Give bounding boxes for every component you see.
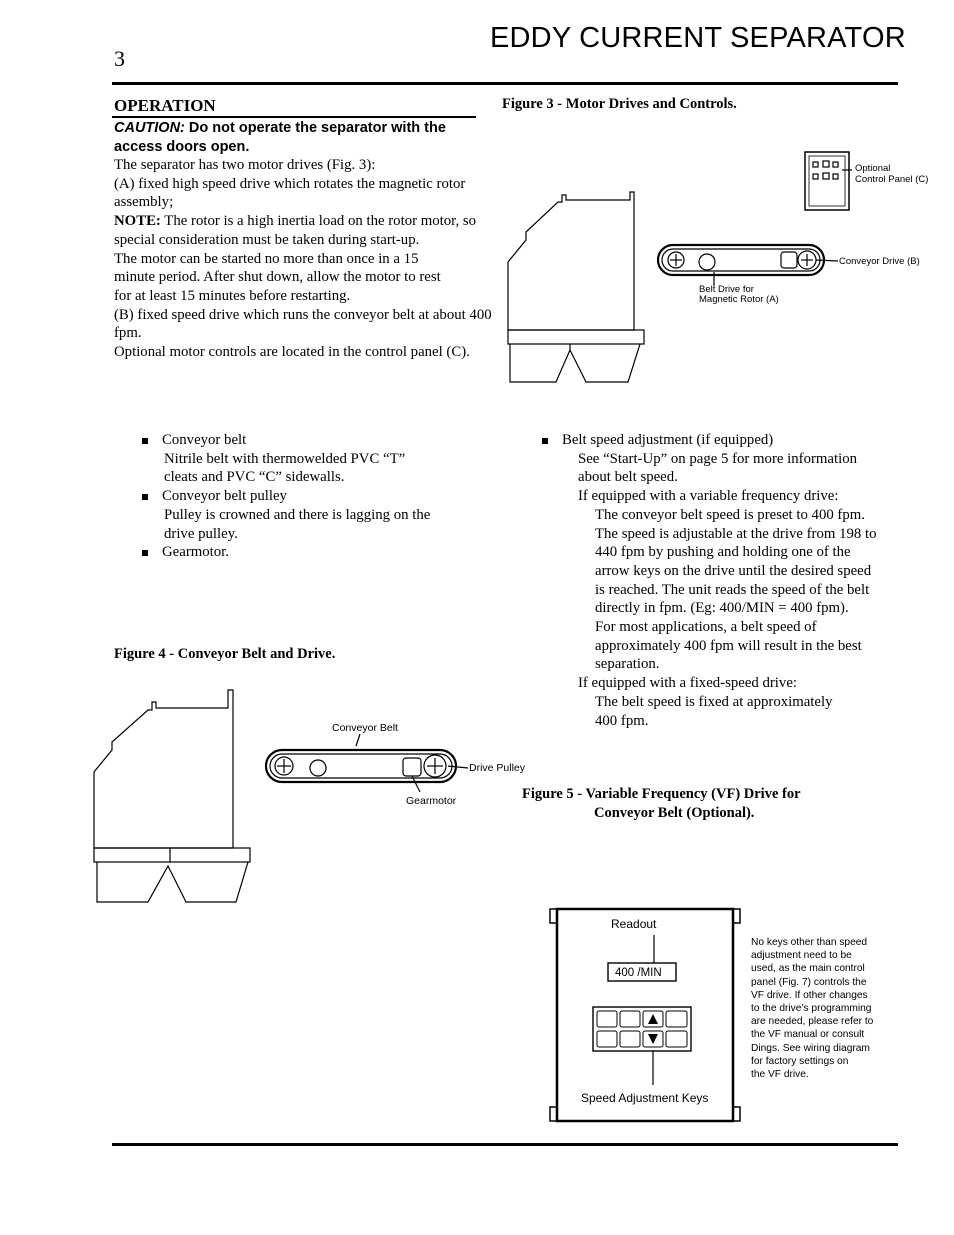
label-conveyor-drive: Conveyor Drive (B)	[839, 256, 920, 267]
footer-rule	[112, 1143, 898, 1146]
note-line: Dings. See wiring diagram	[751, 1042, 870, 1054]
label-speed-keys: Speed Adjustment Keys	[581, 1091, 709, 1105]
note-label: NOTE:	[114, 213, 161, 230]
bullet-title: Conveyor belt	[114, 431, 494, 450]
readout-value: 400 /MIN	[615, 967, 662, 979]
label-readout: Readout	[611, 917, 657, 931]
body-line: (A) fixed high speed drive which rotates the magnetic rotor assembly;	[114, 175, 466, 211]
note-line: are needed, please refer to	[751, 1016, 874, 1028]
note-body: The rotor is a high inertia load on the rotor motor, so special consideration must be taken during start-up.	[114, 213, 477, 248]
vf-line: separation.	[595, 656, 660, 673]
note-line: No keys other than speed	[751, 937, 868, 948]
left-bullet-list	[114, 431, 494, 562]
machine-base	[508, 330, 644, 344]
note-paragraph	[114, 212, 498, 249]
gearmotor	[403, 758, 421, 776]
down-arrow-icon	[648, 1034, 658, 1044]
vf-drive-housing	[557, 909, 733, 1121]
bullet-line: about belt speed.	[578, 469, 678, 486]
vf-drive-note	[751, 936, 891, 1081]
operation-body	[114, 156, 498, 362]
figure3-diagram	[500, 140, 950, 390]
body-line: Optional motor controls are located in the control panel (C).	[114, 344, 470, 361]
up-arrow-icon	[648, 1014, 658, 1024]
vf-line: For most applications, a belt speed of	[595, 619, 817, 636]
vf-line: directly in fpm. (Eg: 400/MIN = 400 fpm).	[595, 600, 849, 617]
body-line: The separator has two motor drives (Fig. 3):	[114, 157, 376, 173]
vf-heading: If equipped with a variable frequency drive:	[578, 488, 839, 505]
caution-label: CAUTION:	[114, 120, 185, 136]
vf-line: arrow keys on the drive until the desired speed	[595, 562, 872, 579]
machine-hopper	[97, 862, 248, 902]
section-rule	[112, 116, 476, 118]
label-optional: Optional	[855, 163, 891, 174]
bullet-line: Nitrile belt with thermowelded PVC “T”	[164, 450, 406, 467]
bullet-title: Conveyor belt pulley	[114, 487, 494, 506]
body-line: minute period. After shut down, allow the motor to rest	[114, 269, 441, 286]
right-bullet-list	[540, 431, 910, 730]
section-heading: OPERATION	[114, 96, 216, 115]
note-line: to the drive’s programming	[751, 1003, 872, 1015]
vf-line: 440 fpm by pushing and holding one of the	[595, 544, 851, 561]
fixed-line: 400 fpm.	[595, 712, 649, 729]
body-line: The motor can be started no more than once in a 15	[114, 250, 419, 267]
caution-body: Do not operate the separator with the access doors open.	[114, 120, 446, 155]
note-line: VF drive. If other changes	[751, 989, 868, 1001]
figure5-caption-line2: Conveyor Belt (Optional).	[594, 805, 755, 821]
body-line: for at least 15 minutes before restarting.	[114, 287, 351, 304]
page-number: 3	[114, 46, 125, 71]
body-line: (B) fixed speed drive which runs the conveyor belt at about 400 fpm.	[114, 306, 492, 342]
vf-line: approximately 400 fpm will result in the best	[595, 637, 862, 654]
document-title: EDDY CURRENT SEPARATOR	[490, 22, 906, 54]
label-gearmotor: Gearmotor	[406, 795, 457, 807]
bullet-line: cleats and PVC “C” sidewalls.	[164, 469, 345, 486]
bullet-line: drive pulley.	[164, 525, 238, 542]
fixed-heading: If equipped with a fixed-speed drive:	[578, 675, 797, 692]
figure4-caption: Figure 4 - Conveyor Belt and Drive.	[114, 646, 336, 662]
note-line: the VF manual or consult	[751, 1029, 865, 1041]
label-conveyor-belt: Conveyor Belt	[332, 722, 398, 734]
vf-line: is reached. The unit reads the speed of the belt	[595, 581, 870, 598]
label-drive-pulley: Drive Pulley	[469, 762, 526, 774]
fixed-line: The belt speed is fixed at approximately	[595, 693, 833, 710]
label-belt-drive: Belt Drive for	[699, 284, 754, 295]
note-line: the VF drive.	[751, 1069, 809, 1081]
note-line: adjustment need to be	[751, 950, 852, 962]
label-magnetic-rotor: Magnetic Rotor (A)	[699, 294, 779, 305]
note-line: for factory settings on	[751, 1055, 849, 1067]
bullet-title: Belt speed adjustment (if equipped)	[540, 431, 910, 450]
figure5-caption-line1: Figure 5 - Variable Frequency (VF) Drive for	[522, 786, 801, 802]
machine-hopper	[510, 344, 640, 382]
vf-drive-diagram	[545, 905, 745, 1125]
bullet-title: Gearmotor.	[114, 543, 494, 562]
label-control-panel: Control Panel (C)	[855, 174, 929, 185]
machine-body	[94, 690, 233, 848]
machine-base	[94, 848, 250, 862]
caution-text	[114, 119, 494, 157]
note-line: used, as the main control	[751, 963, 865, 975]
note-line: panel (Fig. 7) controls the	[751, 976, 867, 988]
bullet-line: See “Start-Up” on page 5 for more information	[578, 450, 857, 467]
bullet-line: Pulley is crowned and there is lagging on the	[164, 506, 431, 523]
figure4-diagram	[88, 680, 538, 910]
figure3-caption: Figure 3 - Motor Drives and Controls.	[502, 96, 737, 112]
vf-line: The conveyor belt speed is preset to 400 fpm.	[595, 506, 865, 523]
header-rule	[112, 82, 898, 85]
machine-body	[508, 192, 634, 330]
vf-line: The speed is adjustable at the drive from 198 to	[595, 525, 877, 542]
keypad	[593, 1007, 691, 1051]
